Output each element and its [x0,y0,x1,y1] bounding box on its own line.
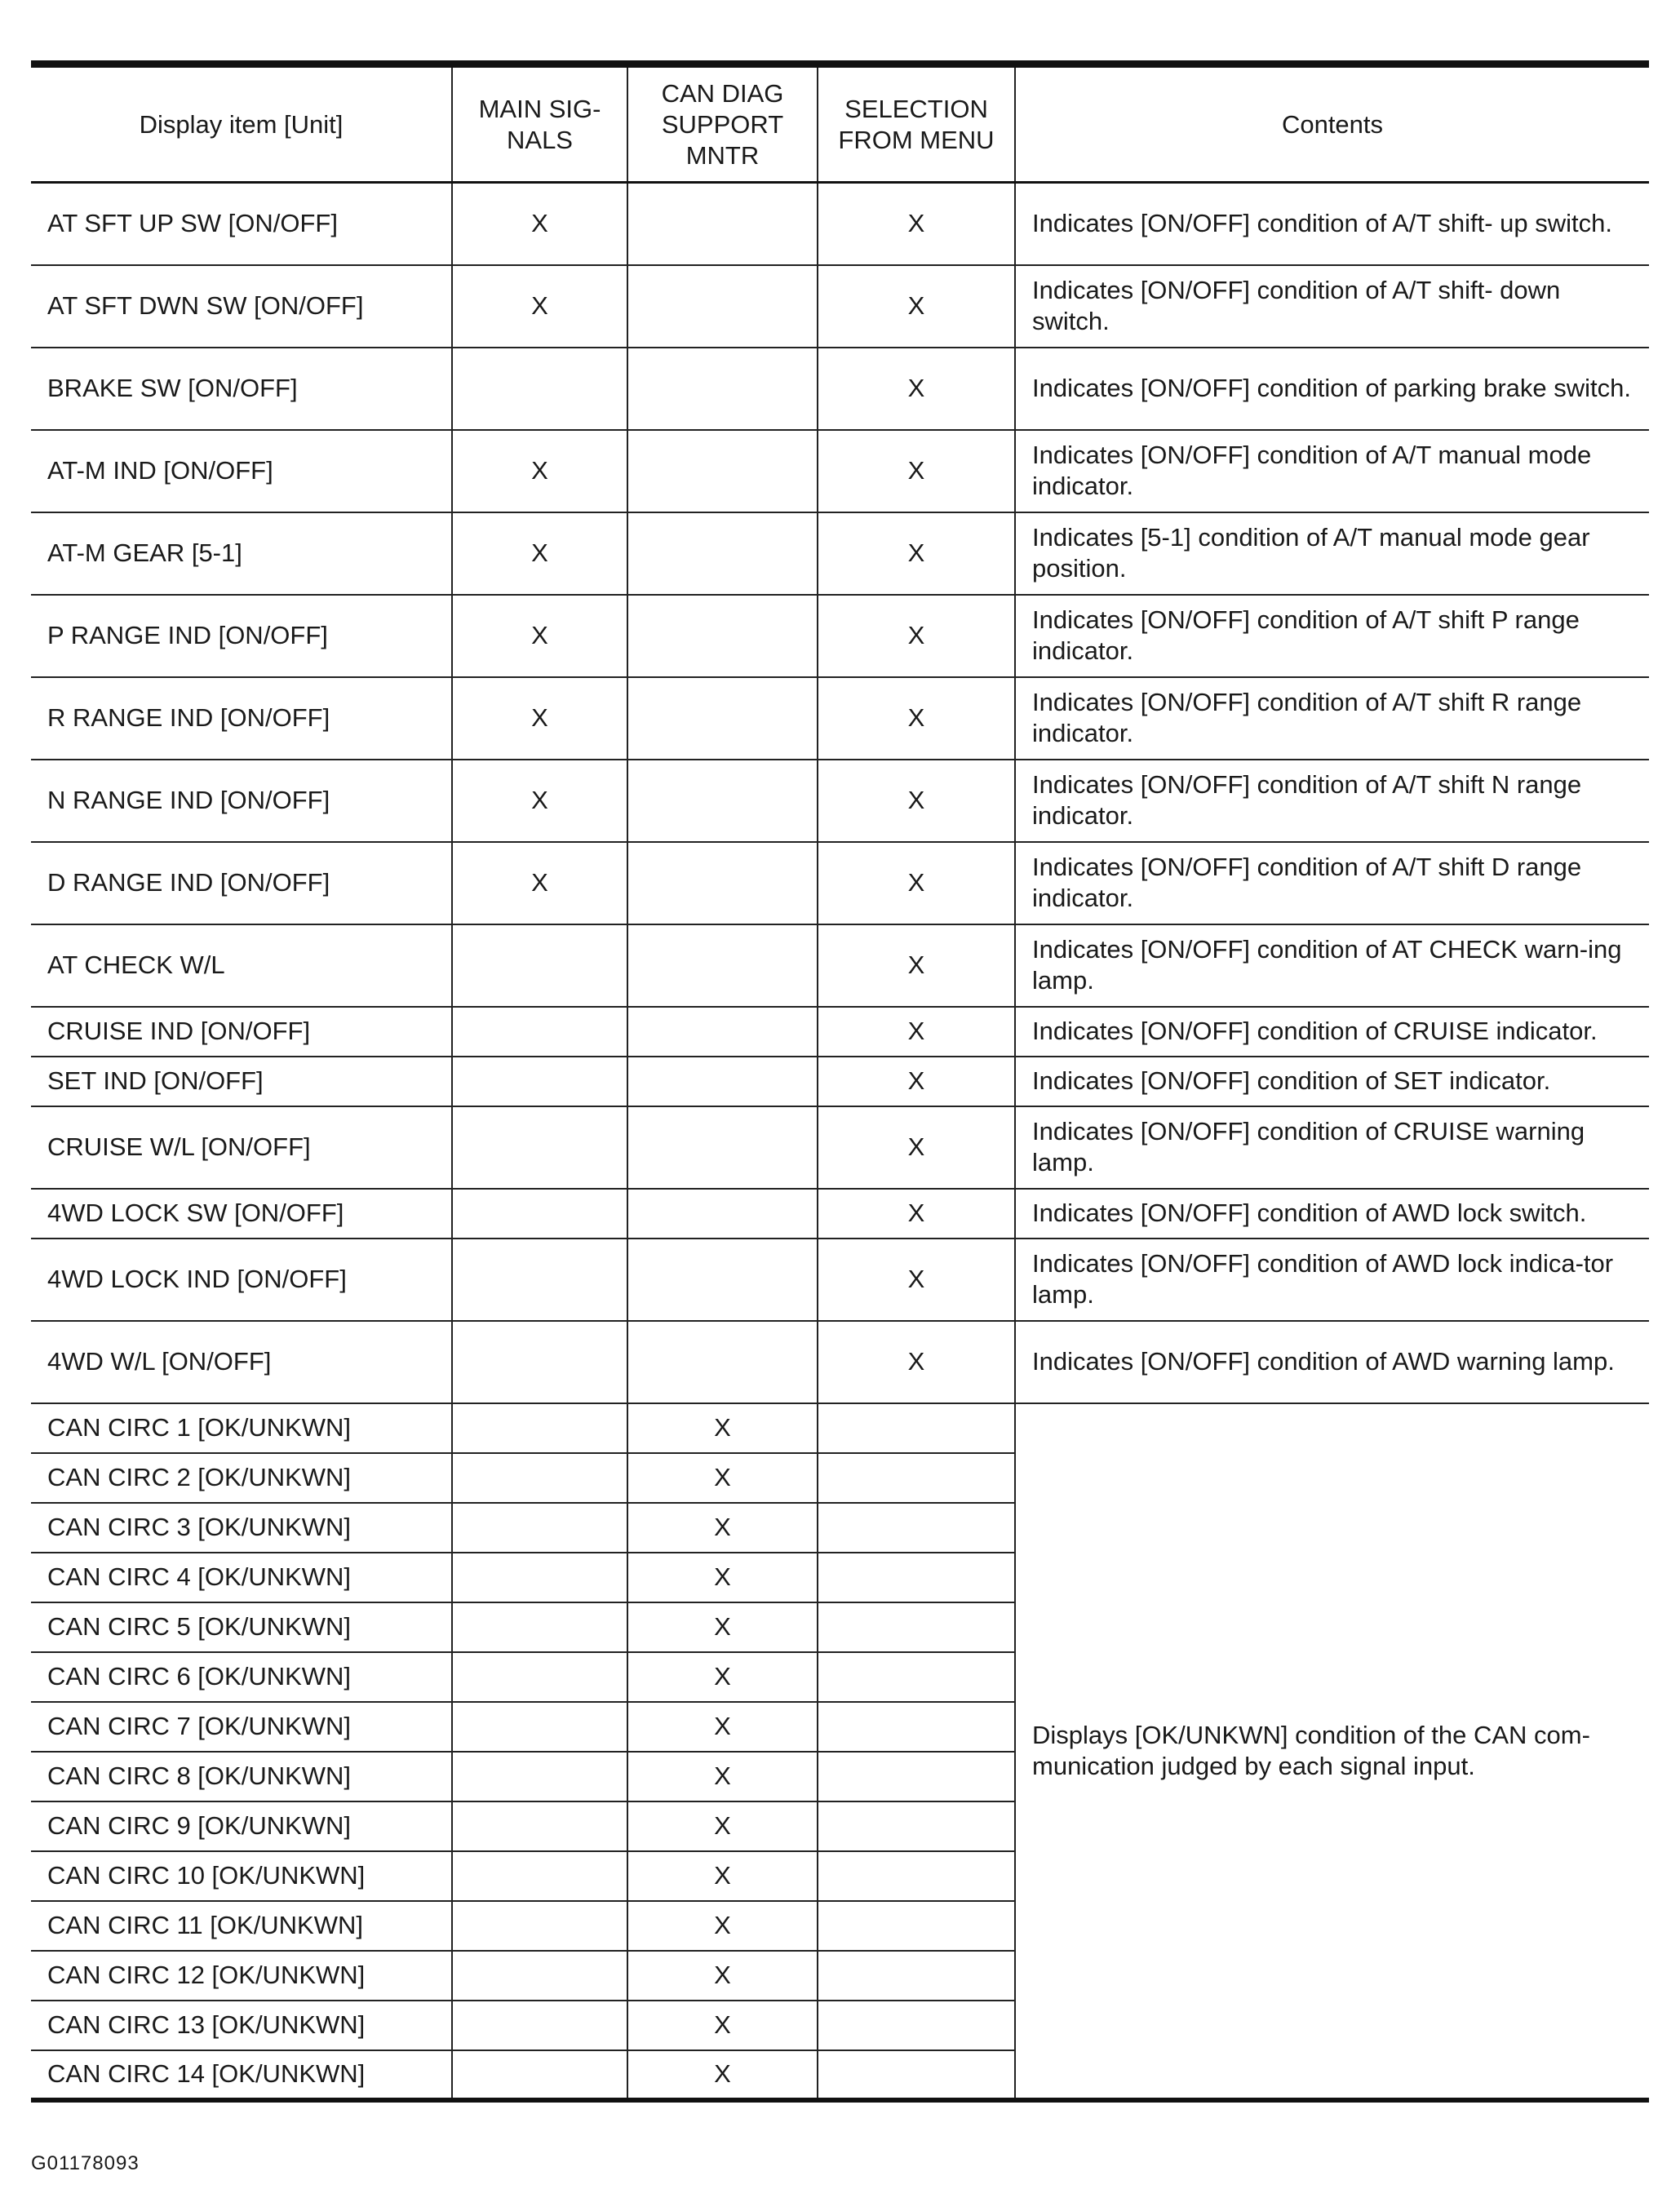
selection-cell: X [818,183,1015,265]
can-diag-cell: X [627,1901,818,1951]
can-diag-cell [627,1321,818,1403]
display-item-cell: CRUISE IND [ON/OFF] [31,1007,452,1057]
table-row [31,348,1649,430]
can-diag-cell [627,677,818,760]
selection-cell [818,1553,1015,1602]
contents-cell: Indicates [ON/OFF] condition of CRUISE indicator. [1015,1007,1649,1057]
selection-cell: X [818,430,1015,512]
can-contents-cell: Displays [OK/UNKWN] condition of the CAN com-munication judged by each signal input. [1015,1403,1649,2100]
header-display-item: Display item [Unit] [31,64,452,183]
can-diag-cell: X [627,1403,818,1453]
contents-cell: Indicates [ON/OFF] condition of A/T shift N range indicator. [1015,760,1649,842]
selection-cell [818,1752,1015,1801]
table-row [31,595,1649,677]
display-item-cell: CAN CIRC 12 [OK/UNKWN] [31,1951,452,2001]
header-selection-from-menu: SELECTION FROM MENU [818,64,1015,183]
selection-cell: X [818,1106,1015,1189]
contents-cell: Indicates [ON/OFF] condition of AWD warning lamp. [1015,1321,1649,1403]
display-item-cell: 4WD W/L [ON/OFF] [31,1321,452,1403]
selection-cell: X [818,348,1015,430]
display-item-cell: 4WD LOCK IND [ON/OFF] [31,1239,452,1321]
can-diag-cell [627,183,818,265]
display-item-cell: CRUISE W/L [ON/OFF] [31,1106,452,1189]
table-row [31,1321,1649,1403]
can-diag-cell: X [627,1652,818,1702]
display-item-cell: CAN CIRC 13 [OK/UNKWN] [31,2001,452,2050]
table-row [31,1106,1649,1189]
main-signals-cell [452,1057,627,1106]
display-item-cell: CAN CIRC 1 [OK/UNKWN] [31,1403,452,1453]
table-row [31,183,1649,265]
contents-cell: Indicates [ON/OFF] condition of parking brake switch. [1015,348,1649,430]
main-signals-cell [452,1602,627,1652]
main-signals-cell: X [452,430,627,512]
table-row [31,512,1649,595]
display-item-cell: CAN CIRC 14 [OK/UNKWN] [31,2050,452,2100]
display-item-cell: CAN CIRC 4 [OK/UNKWN] [31,1553,452,1602]
main-signals-cell [452,1189,627,1239]
main-signals-cell [452,2050,627,2100]
display-item-cell: AT-M IND [ON/OFF] [31,430,452,512]
display-item-cell: D RANGE IND [ON/OFF] [31,842,452,924]
can-diag-cell [627,1007,818,1057]
main-signals-cell [452,1453,627,1503]
can-diag-cell: X [627,1553,818,1602]
display-item-cell: CAN CIRC 8 [OK/UNKWN] [31,1752,452,1801]
table-body [31,183,1649,2100]
selection-cell [818,1652,1015,1702]
selection-cell: X [818,595,1015,677]
contents-cell: Indicates [ON/OFF] condition of A/T shift R range indicator. [1015,677,1649,760]
display-item-cell: CAN CIRC 6 [OK/UNKWN] [31,1652,452,1702]
contents-cell: Indicates [ON/OFF] condition of AWD lock switch. [1015,1189,1649,1239]
table-row [31,760,1649,842]
can-diag-cell: X [627,1702,818,1752]
table-row [31,1239,1649,1321]
main-signals-cell [452,1901,627,1951]
display-item-cell: AT CHECK W/L [31,924,452,1007]
can-diag-cell [627,1057,818,1106]
table-row [31,1403,1649,1453]
selection-cell [818,1801,1015,1851]
display-item-cell: R RANGE IND [ON/OFF] [31,677,452,760]
data-monitor-table-page [31,60,1649,2103]
header-can-diag-support-mntr: CAN DIAG SUPPORT MNTR [627,64,818,183]
main-signals-cell [452,1851,627,1901]
display-item-cell: CAN CIRC 10 [OK/UNKWN] [31,1851,452,1901]
can-diag-cell [627,1239,818,1321]
main-signals-cell [452,1752,627,1801]
main-signals-cell [452,1007,627,1057]
display-item-cell: BRAKE SW [ON/OFF] [31,348,452,430]
selection-cell [818,2001,1015,2050]
contents-cell: Indicates [5-1] condition of A/T manual mode gear position. [1015,512,1649,595]
main-signals-cell: X [452,760,627,842]
can-diag-cell: X [627,1951,818,2001]
can-diag-cell [627,1106,818,1189]
selection-cell [818,1951,1015,2001]
selection-cell: X [818,265,1015,348]
selection-cell: X [818,677,1015,760]
main-signals-cell [452,348,627,430]
display-item-cell: N RANGE IND [ON/OFF] [31,760,452,842]
can-diag-cell [627,1189,818,1239]
display-item-cell: 4WD LOCK SW [ON/OFF] [31,1189,452,1239]
display-item-cell: AT SFT UP SW [ON/OFF] [31,183,452,265]
figure-code: G01178093 [31,2152,140,2174]
can-diag-cell: X [627,1752,818,1801]
can-diag-cell [627,842,818,924]
main-signals-cell [452,1951,627,2001]
contents-cell: Indicates [ON/OFF] condition of A/T shift- up switch. [1015,183,1649,265]
can-diag-cell: X [627,1851,818,1901]
can-diag-cell [627,348,818,430]
selection-cell: X [818,512,1015,595]
selection-cell [818,1453,1015,1503]
main-signals-cell [452,1239,627,1321]
can-diag-cell [627,512,818,595]
main-signals-cell [452,2001,627,2050]
main-signals-cell: X [452,183,627,265]
main-signals-cell [452,1652,627,1702]
contents-cell: Indicates [ON/OFF] condition of AWD lock indica-tor lamp. [1015,1239,1649,1321]
display-item-cell: CAN CIRC 9 [OK/UNKWN] [31,1801,452,1851]
main-signals-cell: X [452,677,627,760]
main-signals-cell [452,1553,627,1602]
display-item-cell: CAN CIRC 5 [OK/UNKWN] [31,1602,452,1652]
can-diag-cell: X [627,1801,818,1851]
main-signals-cell [452,1503,627,1553]
contents-cell: Indicates [ON/OFF] condition of A/T manual mode indicator. [1015,430,1649,512]
display-item-cell: AT-M GEAR [5-1] [31,512,452,595]
header-contents: Contents [1015,64,1649,183]
table-row [31,842,1649,924]
can-diag-cell [627,595,818,677]
data-monitor-table [31,60,1649,2103]
contents-cell: Indicates [ON/OFF] condition of AT CHECK warn-ing lamp. [1015,924,1649,1007]
table-row [31,1057,1649,1106]
main-signals-cell: X [452,842,627,924]
can-diag-cell: X [627,1503,818,1553]
can-diag-cell: X [627,2001,818,2050]
contents-cell: Indicates [ON/OFF] condition of SET indicator. [1015,1057,1649,1106]
selection-cell [818,1403,1015,1453]
can-diag-cell [627,430,818,512]
selection-cell [818,1901,1015,1951]
selection-cell: X [818,842,1015,924]
table-row [31,924,1649,1007]
table-row [31,677,1649,760]
main-signals-cell: X [452,512,627,595]
contents-cell: Indicates [ON/OFF] condition of A/T shift D range indicator. [1015,842,1649,924]
main-signals-cell: X [452,595,627,677]
main-signals-cell [452,1403,627,1453]
can-diag-cell [627,760,818,842]
selection-cell [818,1851,1015,1901]
main-signals-cell [452,924,627,1007]
main-signals-cell [452,1702,627,1752]
selection-cell: X [818,1239,1015,1321]
can-diag-cell: X [627,1453,818,1503]
display-item-cell: P RANGE IND [ON/OFF] [31,595,452,677]
main-signals-cell [452,1801,627,1851]
display-item-cell: CAN CIRC 11 [OK/UNKWN] [31,1901,452,1951]
table-row [31,1007,1649,1057]
main-signals-cell [452,1106,627,1189]
selection-cell: X [818,760,1015,842]
selection-cell: X [818,1057,1015,1106]
selection-cell: X [818,924,1015,1007]
contents-cell: Indicates [ON/OFF] condition of A/T shift- down switch. [1015,265,1649,348]
can-diag-cell: X [627,2050,818,2100]
selection-cell: X [818,1321,1015,1403]
selection-cell [818,2050,1015,2100]
contents-cell: Indicates [ON/OFF] condition of A/T shift P range indicator. [1015,595,1649,677]
display-item-cell: SET IND [ON/OFF] [31,1057,452,1106]
contents-cell: Indicates [ON/OFF] condition of CRUISE warning lamp. [1015,1106,1649,1189]
can-diag-cell: X [627,1602,818,1652]
main-signals-cell [452,1321,627,1403]
selection-cell [818,1503,1015,1553]
display-item-cell: CAN CIRC 7 [OK/UNKWN] [31,1702,452,1752]
display-item-cell: CAN CIRC 3 [OK/UNKWN] [31,1503,452,1553]
table-row [31,1189,1649,1239]
display-item-cell: AT SFT DWN SW [ON/OFF] [31,265,452,348]
display-item-cell: CAN CIRC 2 [OK/UNKWN] [31,1453,452,1503]
main-signals-cell: X [452,265,627,348]
selection-cell: X [818,1189,1015,1239]
selection-cell: X [818,1007,1015,1057]
header-row [31,64,1649,183]
header-main-signals: MAIN SIG- NALS [452,64,627,183]
selection-cell [818,1702,1015,1752]
selection-cell [818,1602,1015,1652]
can-diag-cell [627,924,818,1007]
table-row [31,265,1649,348]
table-row [31,430,1649,512]
can-diag-cell [627,265,818,348]
